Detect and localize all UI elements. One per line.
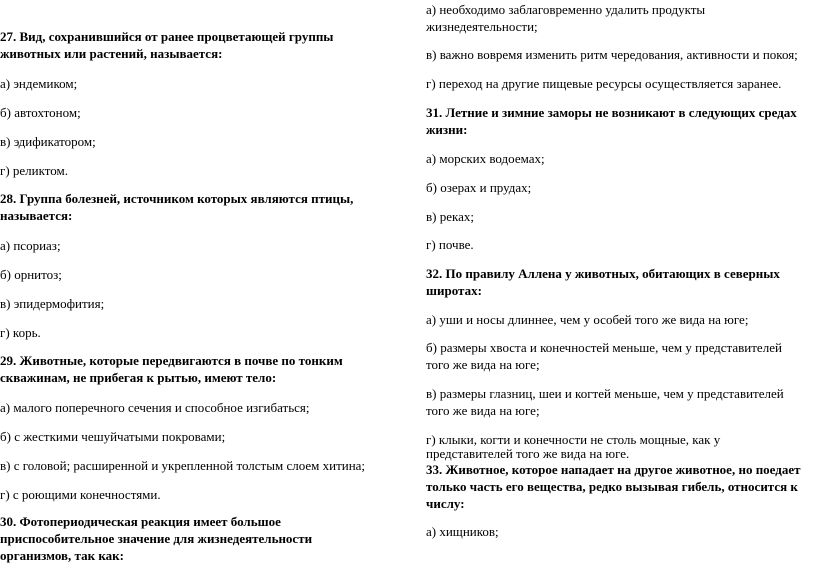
answer-option: того же вида на юге; [426, 403, 540, 418]
question-32-text: широтах: [426, 283, 482, 298]
answer-option: того же вида на юге; [426, 357, 540, 372]
question-33-text: 33. Животное, которое нападает на другое животное, но поедает [426, 462, 801, 477]
question-33-text: числу: [426, 496, 465, 511]
answer-option: г) реликтом. [0, 163, 69, 178]
question-30-text: приспособительное значение для жизнедеятельности [0, 531, 313, 546]
question-31-text: 31. Летние и зимние заморы не возникают в следующих средах [426, 105, 797, 120]
question-31-text: жизни: [426, 122, 468, 137]
answer-option: г) переход на другие пищевые ресурсы осуществляется заранее. [426, 76, 782, 91]
answer-option: представителей того же вида на юге. [426, 446, 630, 461]
answer-option: г) клыки, когти и конечности не столь мощные, как у [426, 432, 721, 447]
answer-option: в) с головой; расширенной и укрепленной толстым слоем хитина; [0, 458, 366, 473]
answer-option: г) корь. [0, 325, 41, 340]
answer-option: а) малого поперечного сечения и способное изгибаться; [0, 400, 310, 415]
question-30-text: организмов, так как: [0, 548, 124, 563]
answer-option: б) размеры хвоста и конечностей меньше, чем у представителей [426, 340, 782, 355]
question-29-text: 29. Животные, которые передвигаются в почве по тонким [0, 353, 343, 368]
answer-option: а) псориаз; [0, 238, 61, 253]
answer-option: в) реках; [426, 209, 474, 224]
answer-option: а) эндемиком; [0, 76, 78, 91]
question-29-text: скважинам, не прибегая к рытью, имеют тело: [0, 370, 277, 385]
question-27-text: 27. Вид, сохранившийся от ранее процветающей группы [0, 29, 334, 44]
answer-option: г) с роющими конечностями. [0, 487, 161, 502]
answer-option: б) орнитоз; [0, 267, 62, 282]
question-32-text: 32. По правилу Аллена у животных, обитающих в северных [426, 266, 780, 281]
answer-option: б) озерах и прудах; [426, 180, 532, 195]
question-28-text: называется: [0, 208, 73, 223]
answer-option: б) автохтоном; [0, 105, 81, 120]
answer-option: а) уши и носы длиннее, чем у особей того же вида на юге; [426, 312, 749, 327]
question-27-text: животных или растений, называется: [0, 46, 223, 61]
answer-option: а) необходимо заблаговременно удалить продукты [426, 2, 706, 17]
answer-option: а) морских водоемах; [426, 151, 545, 166]
answer-option: в) эпидермофития; [0, 296, 105, 311]
question-28-text: 28. Группа болезней, источником которых являются птицы, [0, 191, 354, 206]
question-30-text: 30. Фотопериодическая реакция имеет большое [0, 514, 281, 529]
answer-option: в) эдификатором; [0, 134, 96, 149]
answer-option: в) важно вовремя изменить ритм чередования, активности и покоя; [426, 47, 798, 62]
answer-option: а) хищников; [426, 524, 499, 539]
answer-option: жизнедеятельности; [426, 19, 538, 34]
answer-option: б) с жесткими чешуйчатыми покровами; [0, 429, 226, 444]
question-33-text: только часть его вещества, редко вызывая гибель, относится к [426, 479, 798, 494]
answer-option: г) почве. [426, 237, 474, 252]
answer-option: в) размеры глазниц, шеи и когтей меньше, чем у представителей [426, 386, 784, 401]
